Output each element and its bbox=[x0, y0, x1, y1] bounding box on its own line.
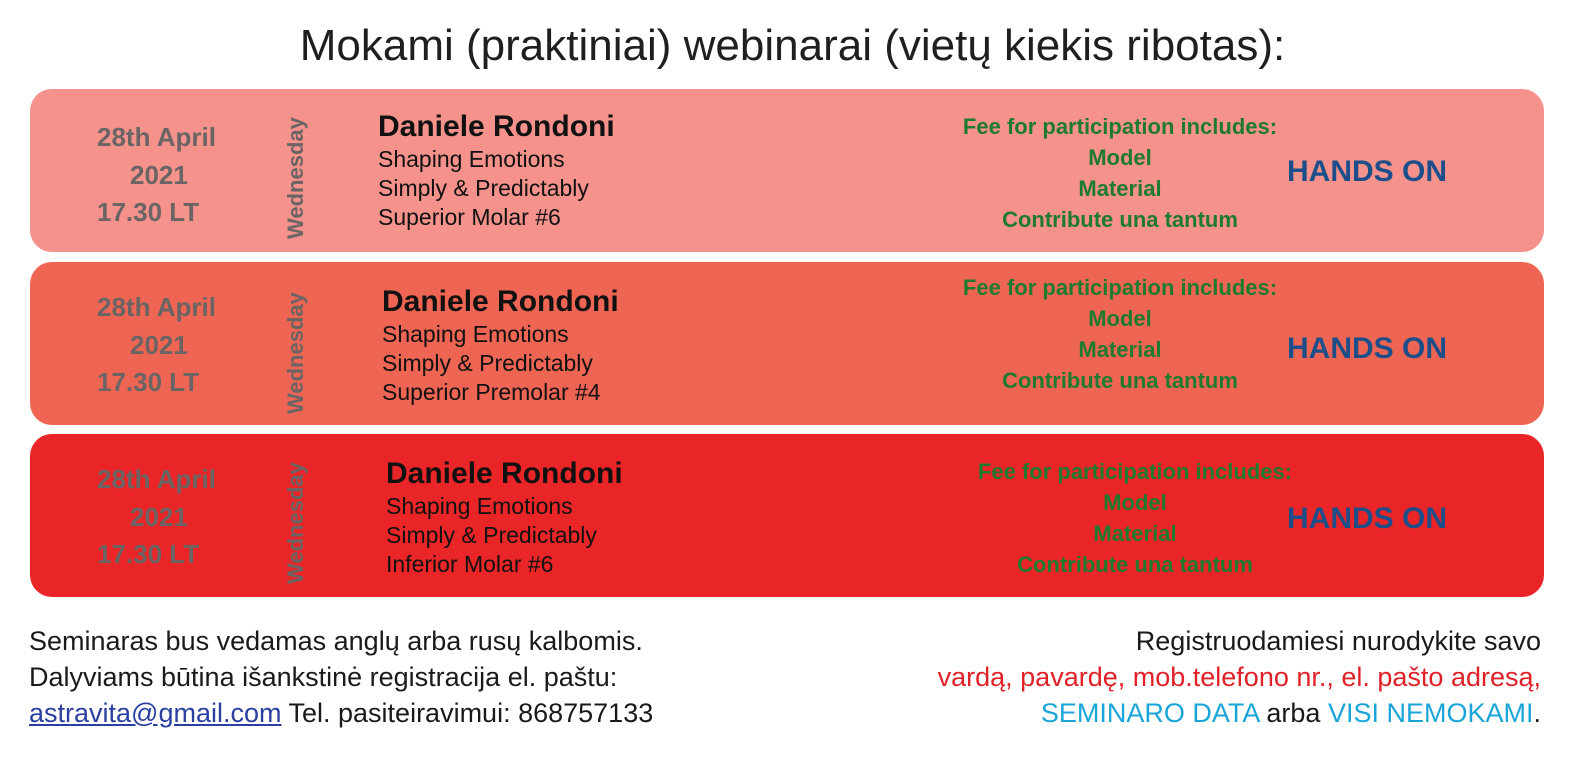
date-year: 2021 bbox=[130, 159, 188, 190]
date-day: 28th April bbox=[97, 122, 216, 152]
webinar-date bbox=[80, 289, 250, 402]
date-time: 17.30 LT bbox=[97, 197, 200, 227]
topic-line: Inferior Molar #6 bbox=[386, 551, 554, 577]
registration-note: Dalyviams būtina išankstinė registracija el. paštu: bbox=[29, 662, 618, 692]
fee-item: Contribute una tantum bbox=[1002, 207, 1238, 232]
date-time: 17.30 LT bbox=[97, 367, 200, 397]
speaker-name: Daniele Rondoni bbox=[386, 457, 623, 490]
webinar-date bbox=[80, 119, 250, 232]
fee-item: Model bbox=[1088, 145, 1152, 170]
option-all-free: VISI NEMOKAMI bbox=[1327, 698, 1534, 728]
topic-line: Superior Premolar #4 bbox=[382, 379, 601, 405]
options-line bbox=[938, 695, 1541, 731]
option-seminar-date: SEMINARO DATA bbox=[1040, 698, 1259, 728]
webinar-info bbox=[378, 109, 615, 232]
hands-on-badge: HANDS ON bbox=[1287, 332, 1448, 365]
date-day: 28th April bbox=[97, 464, 216, 494]
date-year: 2021 bbox=[130, 329, 188, 360]
required-fields: vardą, pavardę, mob.telefono nr., el. pašto adresą, bbox=[937, 662, 1541, 692]
fee-item: Contribute una tantum bbox=[1017, 552, 1253, 577]
fee-item: Model bbox=[1088, 306, 1152, 331]
webinar-info bbox=[386, 456, 623, 579]
fee-item: Material bbox=[1093, 521, 1177, 546]
fee-block bbox=[920, 111, 1320, 235]
topic-line: Simply & Predictably bbox=[382, 350, 593, 376]
topic-line: Shaping Emotions bbox=[386, 493, 573, 519]
topic-line: Shaping Emotions bbox=[382, 321, 569, 347]
fee-item: Model bbox=[1103, 490, 1167, 515]
fee-item: Material bbox=[1078, 337, 1162, 362]
footer-info bbox=[29, 623, 653, 731]
fee-header: Fee for participation includes: bbox=[962, 275, 1278, 300]
webinar-info bbox=[382, 284, 619, 407]
topic-line: Simply & Predictably bbox=[378, 175, 589, 201]
registration-instructions bbox=[938, 623, 1541, 731]
fee-block bbox=[920, 272, 1320, 396]
options-period: . bbox=[1533, 698, 1541, 728]
fee-item: Material bbox=[1078, 176, 1162, 201]
speaker-name: Daniele Rondoni bbox=[378, 110, 615, 143]
fee-header: Fee for participation includes: bbox=[962, 114, 1278, 139]
phone-text: Tel. pasiteiravimui: 868757133 bbox=[281, 698, 654, 728]
language-note: Seminaras bus vedamas anglų arba rusų kalbomis. bbox=[29, 626, 643, 656]
email-link[interactable]: astravita@gmail.com bbox=[29, 698, 282, 728]
weekday-label: Wednesday bbox=[283, 117, 308, 239]
topic-line: Shaping Emotions bbox=[378, 146, 565, 172]
speaker-name: Daniele Rondoni bbox=[382, 285, 619, 318]
weekday-label: Wednesday bbox=[283, 292, 308, 414]
hands-on-badge: HANDS ON bbox=[1287, 502, 1448, 535]
topic-line: Simply & Predictably bbox=[386, 522, 597, 548]
weekday-label: Wednesday bbox=[283, 462, 308, 584]
date-day: 28th April bbox=[97, 292, 216, 322]
contact-line bbox=[29, 695, 653, 731]
instructions-intro: Registruodamiesi nurodykite savo bbox=[1135, 626, 1541, 656]
date-year: 2021 bbox=[130, 501, 188, 532]
fee-block bbox=[935, 456, 1335, 580]
webinar-date bbox=[80, 461, 250, 574]
page-title: Mokami (praktiniai) webinarai (vietų kiekis ribotas): bbox=[299, 21, 1286, 70]
webinar-card bbox=[30, 434, 1544, 597]
hands-on-badge: HANDS ON bbox=[1287, 155, 1448, 188]
fee-item: Contribute una tantum bbox=[1002, 368, 1238, 393]
topic-line: Superior Molar #6 bbox=[378, 204, 561, 230]
option-connector: arba bbox=[1258, 698, 1328, 728]
webinar-card bbox=[30, 89, 1544, 252]
webinar-card bbox=[30, 262, 1544, 425]
date-time: 17.30 LT bbox=[97, 539, 200, 569]
fee-header: Fee for participation includes: bbox=[977, 459, 1293, 484]
